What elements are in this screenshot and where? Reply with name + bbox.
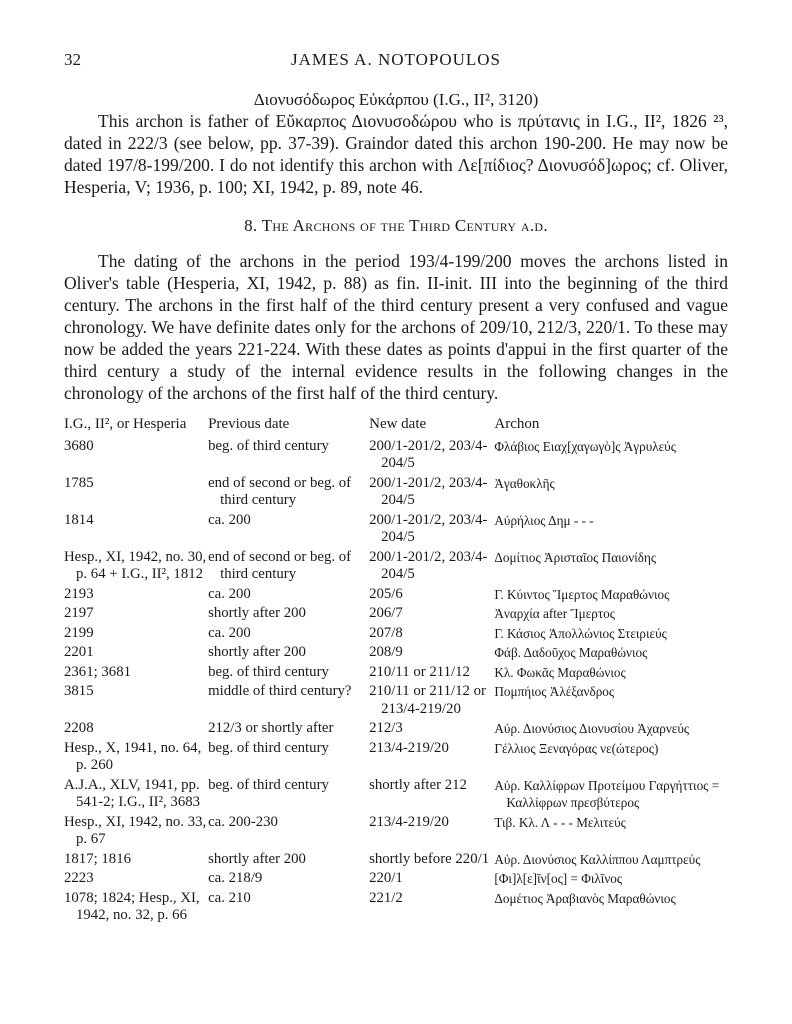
table-row xyxy=(60,851,728,871)
cell-inscription-text: 1078; 1824; Hesp., XI, 1942, no. 32, p. 66 xyxy=(64,889,200,923)
cell-inscription xyxy=(60,475,208,512)
cell-archon-text: Φλάβιος Ειαχ[χαγωγὸ]ς Ἀγρυλεύς xyxy=(494,438,676,454)
cell-new-date xyxy=(369,586,494,606)
cell-previous-date xyxy=(208,438,369,475)
cell-previous-date-text: ca. 200-230 xyxy=(208,813,278,830)
cell-inscription xyxy=(60,890,208,927)
section-title: 8. The Archons of the Third Century a.d. xyxy=(244,216,548,235)
page xyxy=(64,50,728,927)
cell-inscription xyxy=(60,644,208,664)
cell-archon-text: Γέλλιος Ξεναγόρας νε(ώτερος) xyxy=(494,740,659,756)
cell-archon xyxy=(494,438,728,475)
cell-inscription xyxy=(60,777,208,814)
cell-new-date-text: 210/11 or 211/12 xyxy=(369,663,470,680)
cell-new-date xyxy=(369,664,494,684)
cell-inscription xyxy=(60,664,208,684)
table-header-row xyxy=(60,416,728,438)
cell-archon-text: Ἀναρχία after Ἵμερτος xyxy=(494,606,615,621)
cell-inscription xyxy=(60,512,208,549)
table-row xyxy=(60,870,728,890)
cell-new-date-text: 208/9 xyxy=(369,644,403,660)
cell-previous-date xyxy=(208,664,369,684)
table-row xyxy=(60,814,728,851)
cell-archon-text: Γ. Κύιντος Ἵμερτος Μαραθώνιος xyxy=(494,586,670,602)
table-row xyxy=(60,683,728,720)
cell-new-date xyxy=(369,644,494,664)
cell-archon xyxy=(494,664,728,684)
header-inscription: I.G., II², or Hesperia xyxy=(64,416,187,432)
table-row xyxy=(60,512,728,549)
table-row xyxy=(60,438,728,475)
cell-archon xyxy=(494,777,728,814)
archon-table xyxy=(60,416,728,927)
header-new-date: New date xyxy=(369,416,427,432)
cell-previous-date-text: ca. 218/9 xyxy=(208,870,263,886)
cell-inscription-text: 2197 xyxy=(64,605,94,621)
cell-new-date-text: 221/2 xyxy=(369,889,403,906)
cell-archon xyxy=(494,586,728,606)
cell-inscription xyxy=(60,683,208,720)
cell-inscription-text: 2199 xyxy=(64,624,94,641)
table-row xyxy=(60,720,728,740)
cell-inscription-text: 2208 xyxy=(64,720,94,736)
cell-previous-date-text: beg. of third century xyxy=(208,663,329,680)
cell-previous-date-text: ca. 200 xyxy=(208,511,251,528)
page-number: 32 xyxy=(64,50,81,69)
cell-new-date-text: 213/4-219/20 xyxy=(369,739,449,756)
cell-inscription xyxy=(60,605,208,625)
cell-archon-text: Δομέτιος Ἀραβιανὸς Μαραθώνιος xyxy=(494,890,676,906)
cell-previous-date xyxy=(208,777,369,814)
cell-archon xyxy=(494,720,728,740)
cell-inscription-text: 3680 xyxy=(64,437,94,454)
cell-inscription xyxy=(60,438,208,475)
cell-archon xyxy=(494,512,728,549)
cell-previous-date xyxy=(208,890,369,927)
cell-archon-text: Αὐρ. Καλλίφρων Προτείμου Γαργήττιος = Καλλίφρων πρεσβύτερος xyxy=(494,777,720,810)
cell-new-date xyxy=(369,475,494,512)
cell-inscription xyxy=(60,549,208,586)
running-head-author: JAMES A. NOTOPOULOS xyxy=(291,50,501,69)
cell-new-date-text: 206/7 xyxy=(369,605,403,621)
cell-archon xyxy=(494,814,728,851)
table-row xyxy=(60,644,728,664)
cell-new-date xyxy=(369,549,494,586)
cell-previous-date xyxy=(208,605,369,625)
cell-previous-date-text: middle of third century? xyxy=(208,683,352,699)
table-row xyxy=(60,475,728,512)
cell-previous-date-text: beg. of third century xyxy=(208,739,329,756)
cell-archon-text: Κλ. Φωκᾶς Μαραθώνιος xyxy=(494,664,626,680)
cell-inscription-text: 2361; 3681 xyxy=(64,663,131,680)
cell-previous-date-text: 212/3 or shortly after xyxy=(208,720,334,736)
cell-inscription-text: A.J.A., XLV, 1941, pp. 541-2; I.G., II², 3683 xyxy=(64,776,201,810)
cell-new-date xyxy=(369,890,494,927)
cell-inscription-text: 2223 xyxy=(64,870,94,886)
cell-previous-date xyxy=(208,549,369,586)
cell-archon-text: [Φι]λ[ε]ῖν[ος] = Φιλῖνος xyxy=(494,871,623,886)
cell-new-date xyxy=(369,851,494,871)
cell-previous-date-text: shortly after 200 xyxy=(208,644,306,660)
cell-inscription-text: 1817; 1816 xyxy=(64,850,131,867)
cell-previous-date-text: end of second or beg. of third century xyxy=(208,548,352,582)
cell-inscription-text: 1785 xyxy=(64,474,94,491)
cell-archon xyxy=(494,549,728,586)
cell-previous-date xyxy=(208,740,369,777)
cell-archon-text: Αὐρήλιος Δημ - - - xyxy=(494,512,594,528)
cell-inscription-text: 3815 xyxy=(64,683,94,699)
cell-new-date xyxy=(369,870,494,890)
cell-archon xyxy=(494,890,728,927)
cell-new-date xyxy=(369,438,494,475)
cell-previous-date-text: ca. 200 xyxy=(208,585,251,602)
table-row xyxy=(60,605,728,625)
cell-previous-date-text: shortly after 200 xyxy=(208,850,306,867)
cell-new-date-text: 220/1 xyxy=(369,870,403,886)
cell-previous-date xyxy=(208,720,369,740)
cell-new-date-text: 213/4-219/20 xyxy=(369,813,449,830)
table-row xyxy=(60,740,728,777)
cell-archon-text: Τιβ. Κλ. Λ - - - Μελιτεύς xyxy=(494,814,626,830)
running-header xyxy=(64,50,728,76)
cell-previous-date-text: ca. 210 xyxy=(208,889,251,906)
cell-previous-date xyxy=(208,625,369,645)
cell-new-date-text: 207/8 xyxy=(369,624,403,641)
cell-archon xyxy=(494,475,728,512)
cell-new-date-text: shortly after 212 xyxy=(369,776,467,793)
cell-archon-text: Γ. Κάσιος Ἀπολλώνιος Στειριεύς xyxy=(494,625,667,641)
cell-inscription-text: Hesp., X, 1941, no. 64, p. 260 xyxy=(64,739,202,773)
table-body xyxy=(60,438,728,927)
cell-archon xyxy=(494,683,728,720)
cell-inscription xyxy=(60,740,208,777)
cell-inscription-text: 2193 xyxy=(64,585,94,602)
cell-previous-date-text: end of second or beg. of third century xyxy=(208,474,352,508)
cell-new-date-text: 210/11 or 211/12 or 213/4-219/20 xyxy=(369,683,486,717)
cell-archon xyxy=(494,605,728,625)
entry-paragraph: This archon is father of Εὔκαρπος Διονυσοδώρου who is πρύτανις in I.G., II², 1826 ²³, dated in 222/3 (see below, pp. 37-39). Graindor dated this archon 190-200. He may now be dated 197/8-199/200. I do not identify this archon with Λε[πίδιος? Διονυσόδ]ωρος; cf. Oliver, Hesperia, V; 1936, p. 100; XI, 1942, p. 89, note 46. xyxy=(64,111,728,197)
cell-inscription-text: 2201 xyxy=(64,644,94,660)
cell-previous-date xyxy=(208,814,369,851)
cell-new-date xyxy=(369,625,494,645)
header-previous-date: Previous date xyxy=(208,416,290,432)
cell-inscription xyxy=(60,625,208,645)
section-paragraph: The dating of the archons in the period 193/4-199/200 moves the archons listed in Oliver's table (Hesperia, XI, 1942, p. 88) as fin. II-init. III into the beginning of the third century. The archons in the first half of the third century present a very confused and vague chronology. We have definite dates only for the archons of 209/10, 212/3, 220/1. To these may now be added the years 221-224. With these dates as points d'appui in the first quarter of the third century a study of the internal evidence results in the following changes in the chronology of the archons of the first half of the third century. xyxy=(64,251,728,403)
table-row xyxy=(60,890,728,927)
table-row xyxy=(60,586,728,606)
cell-new-date-text: shortly before 220/1 xyxy=(369,850,490,867)
header-archon: Archon xyxy=(494,416,540,432)
cell-inscription xyxy=(60,586,208,606)
table-row xyxy=(60,664,728,684)
cell-new-date-text: 200/1-201/2, 203/4-204/5 xyxy=(369,548,488,582)
cell-archon-text: Ἀγαθοκλῆς xyxy=(494,475,555,491)
cell-previous-date xyxy=(208,644,369,664)
cell-inscription xyxy=(60,720,208,740)
cell-previous-date xyxy=(208,512,369,549)
cell-previous-date-text: ca. 200 xyxy=(208,624,251,641)
cell-previous-date xyxy=(208,586,369,606)
cell-archon xyxy=(494,625,728,645)
cell-new-date-text: 205/6 xyxy=(369,585,403,602)
cell-new-date-text: 200/1-201/2, 203/4-204/5 xyxy=(369,437,488,471)
cell-new-date-text: 212/3 xyxy=(369,720,403,736)
cell-inscription-text: Hesp., XI, 1942, no. 30, p. 64 + I.G., II², 1812 xyxy=(64,548,207,582)
cell-new-date xyxy=(369,605,494,625)
cell-previous-date xyxy=(208,475,369,512)
cell-previous-date-text: beg. of third century xyxy=(208,437,329,454)
cell-inscription-text: 1814 xyxy=(64,511,94,528)
cell-inscription xyxy=(60,851,208,871)
cell-previous-date xyxy=(208,851,369,871)
cell-new-date xyxy=(369,720,494,740)
cell-previous-date xyxy=(208,870,369,890)
cell-new-date-text: 200/1-201/2, 203/4-204/5 xyxy=(369,474,488,508)
cell-archon xyxy=(494,851,728,871)
cell-archon-text: Πομπήιος Ἀλέξανδρος xyxy=(494,684,615,699)
cell-archon xyxy=(494,870,728,890)
cell-new-date xyxy=(369,777,494,814)
cell-new-date xyxy=(369,683,494,720)
cell-previous-date-text: shortly after 200 xyxy=(208,605,306,621)
cell-new-date xyxy=(369,512,494,549)
cell-archon xyxy=(494,644,728,664)
cell-new-date xyxy=(369,814,494,851)
cell-new-date xyxy=(369,740,494,777)
table-row xyxy=(60,549,728,586)
entry-title: Διονυσόδωρος Εὐκάρπου (I.G., II², 3120) xyxy=(253,90,539,109)
cell-previous-date-text: beg. of third century xyxy=(208,776,329,793)
table-row xyxy=(60,777,728,814)
cell-inscription xyxy=(60,870,208,890)
cell-archon-text: Αὐρ. Διονύσιος Διονυσίου Ἀχαρνεύς xyxy=(494,721,690,736)
cell-archon xyxy=(494,740,728,777)
cell-new-date-text: 200/1-201/2, 203/4-204/5 xyxy=(369,511,488,545)
cell-archon-text: Αὐρ. Διονύσιος Καλλίππου Λαμπτρεύς xyxy=(494,851,701,867)
cell-inscription xyxy=(60,814,208,851)
cell-inscription-text: Hesp., XI, 1942, no. 33, p. 67 xyxy=(64,813,207,847)
cell-previous-date xyxy=(208,683,369,720)
cell-archon-text: Φάβ. Δαδοῦχος Μαραθώνιος xyxy=(494,645,648,660)
table-row xyxy=(60,625,728,645)
cell-archon-text: Δομίτιος Ἀρισταῖος Παιονίδης xyxy=(494,549,657,565)
